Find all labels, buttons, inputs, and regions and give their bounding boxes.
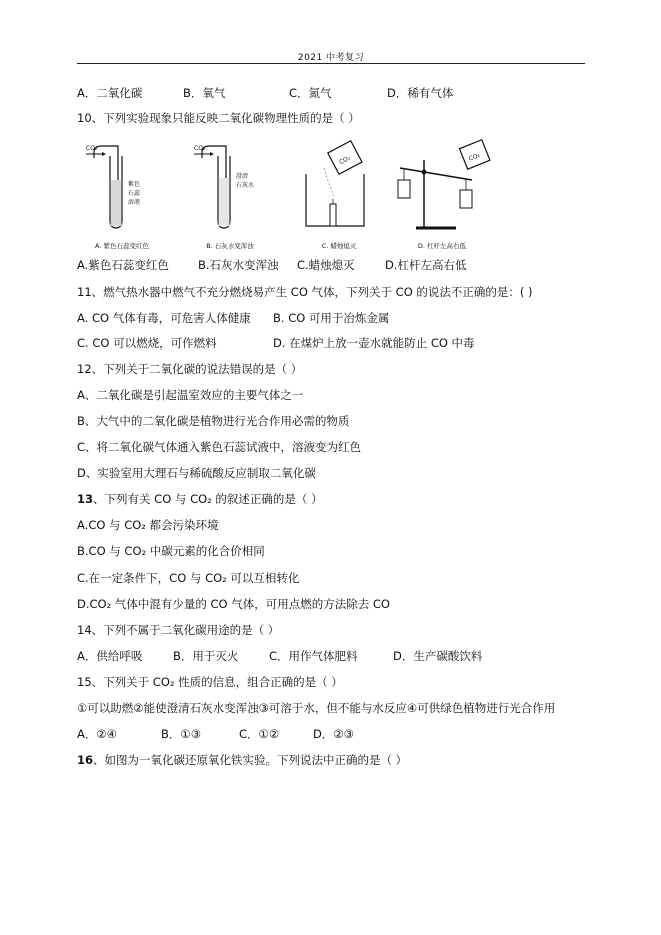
q13-option-d: D.CO₂ 气体中混有少量的 CO 气体，可用点燃的方法除去 CO — [77, 597, 390, 611]
q10-option-c: C.蜡烛熄灭 — [297, 258, 355, 272]
q11-option-b: B. CO 可用于冶炼金属 — [273, 311, 390, 325]
q12-option-b: B、大气中的二氧化碳是植物进行光合作用必需的物质 — [77, 414, 350, 428]
q11-option-c: C. CO 可以燃烧，可作燃料 — [77, 336, 217, 350]
figure-b — [188, 138, 272, 250]
figure-d — [392, 138, 492, 250]
liquid-label-1: 紫色 — [128, 181, 141, 188]
q16-stem-text: 、如图为一氧化碳还原氧化铁实验。下列说法中正确的是（ ） — [93, 753, 408, 767]
q11-option-d: D. 在煤炉上放一壶水就能防止 CO 中毒 — [273, 336, 475, 350]
q14-stem: 14、下列不属于二氧化碳用途的是（ ） — [77, 623, 280, 637]
page-header: 2021 中考复习 — [297, 53, 365, 63]
figure-a — [80, 138, 164, 250]
liquid-label-3: 溶液 — [128, 199, 141, 206]
q10-stem: 10、下列实验现象只能反映二氧化碳物理性质的是（ ） — [77, 111, 360, 125]
q16-stem — [77, 752, 407, 768]
q13-number: 13 — [77, 492, 94, 506]
q9-option-d: D．稀有气体 — [387, 86, 454, 100]
q13-stem-text: 、下列有关 CO 与 CO₂ 的叙述正确的是（ ） — [93, 492, 323, 506]
figure-b-caption: B. 石灰水变浑浊 — [206, 242, 254, 250]
liquid-label-2: 石灰水 — [236, 182, 255, 189]
q10-options — [77, 257, 467, 273]
q9-option-a: A．二氧化碳 — [77, 86, 143, 100]
q10-option-a: A.紫色石蕊变红色 — [77, 258, 169, 272]
q13-option-a: A.CO 与 CO₂ 都会污染环境 — [77, 518, 219, 532]
q9-option-b: B．氧气 — [183, 86, 226, 100]
gas-label: CO₂ — [194, 145, 206, 152]
q13-stem — [77, 491, 323, 507]
q14-option-c: C．用作气体肥料 — [269, 649, 358, 663]
q14-option-a: A．供给呼吸 — [77, 649, 143, 663]
q15-info: ①可以助燃②能使澄清石灰水变浑浊③可溶于水，但不能与水反应④可供绿色植物进行光合作用 — [77, 701, 556, 715]
test-tube-litmus-illustration — [80, 138, 164, 238]
q15-option-b: B．①③ — [161, 727, 202, 741]
gas-label: CO₂ — [338, 154, 352, 167]
q16-number: 16 — [77, 753, 94, 767]
q10-option-d: D.杠杆左高右低 — [385, 258, 467, 272]
q9-option-c: C．氮气 — [289, 86, 332, 100]
q15-option-c: C．①② — [239, 727, 280, 741]
q11-options-row2 — [77, 335, 475, 351]
q10-figures — [80, 138, 500, 250]
q13-option-c: C.在一定条件下，CO 与 CO₂ 可以互相转化 — [77, 571, 300, 585]
q14-options — [77, 648, 482, 664]
figure-c — [294, 138, 384, 250]
figure-d-caption: D. 杠杆左高右低 — [417, 242, 467, 250]
liquid-label-1: 澄清 — [236, 173, 249, 180]
q11-options-row1 — [77, 310, 389, 326]
q11-option-a: A. CO 气体有毒，可危害人体健康 — [77, 311, 251, 325]
figure-a-caption: A. 紫色石蕊变红色 — [95, 242, 149, 250]
test-tube-limewater-illustration — [188, 138, 272, 238]
gas-label: CO₂ — [86, 145, 98, 152]
q12-option-d: D、实验室用大理石与稀硫酸反应制取二氧化碳 — [77, 466, 316, 480]
beaker-candle-illustration — [294, 138, 384, 238]
q14-option-d: D．生产碳酸饮料 — [393, 649, 483, 663]
header-divider — [77, 63, 585, 64]
q14-option-b: B．用于灭火 — [173, 649, 239, 663]
q13-option-b: B.CO 与 CO₂ 中碳元素的化合价相同 — [77, 544, 265, 558]
q9-options — [77, 85, 453, 101]
q15-stem: 15、下列关于 CO₂ 性质的信息，组合正确的是（ ） — [77, 675, 343, 689]
q12-option-c: C、将二氧化碳气体通入紫色石蕊试液中，溶液变为红色 — [77, 440, 362, 454]
q12-option-a: A、二氧化碳是引起温室效应的主要气体之一 — [77, 388, 304, 402]
gas-label: CO₂ — [467, 151, 481, 163]
figure-c-caption: C. 蜡烛熄灭 — [321, 242, 357, 250]
q11-stem: 11、燃气热水器中燃气不充分燃烧易产生 CO 气体，下列关于 CO 的说法不正确的是：( ) — [77, 285, 533, 299]
q15-option-a: A．②④ — [77, 727, 117, 741]
q15-options — [77, 726, 354, 742]
liquid-label-2: 石蕊 — [128, 190, 141, 197]
q15-option-d: D．②③ — [313, 727, 354, 741]
q12-stem: 12、下列关于二氧化碳的说法错误的是（ ） — [77, 362, 303, 376]
lever-balance-illustration — [392, 138, 492, 238]
q10-option-b: B.石灰水变浑浊 — [198, 258, 279, 272]
